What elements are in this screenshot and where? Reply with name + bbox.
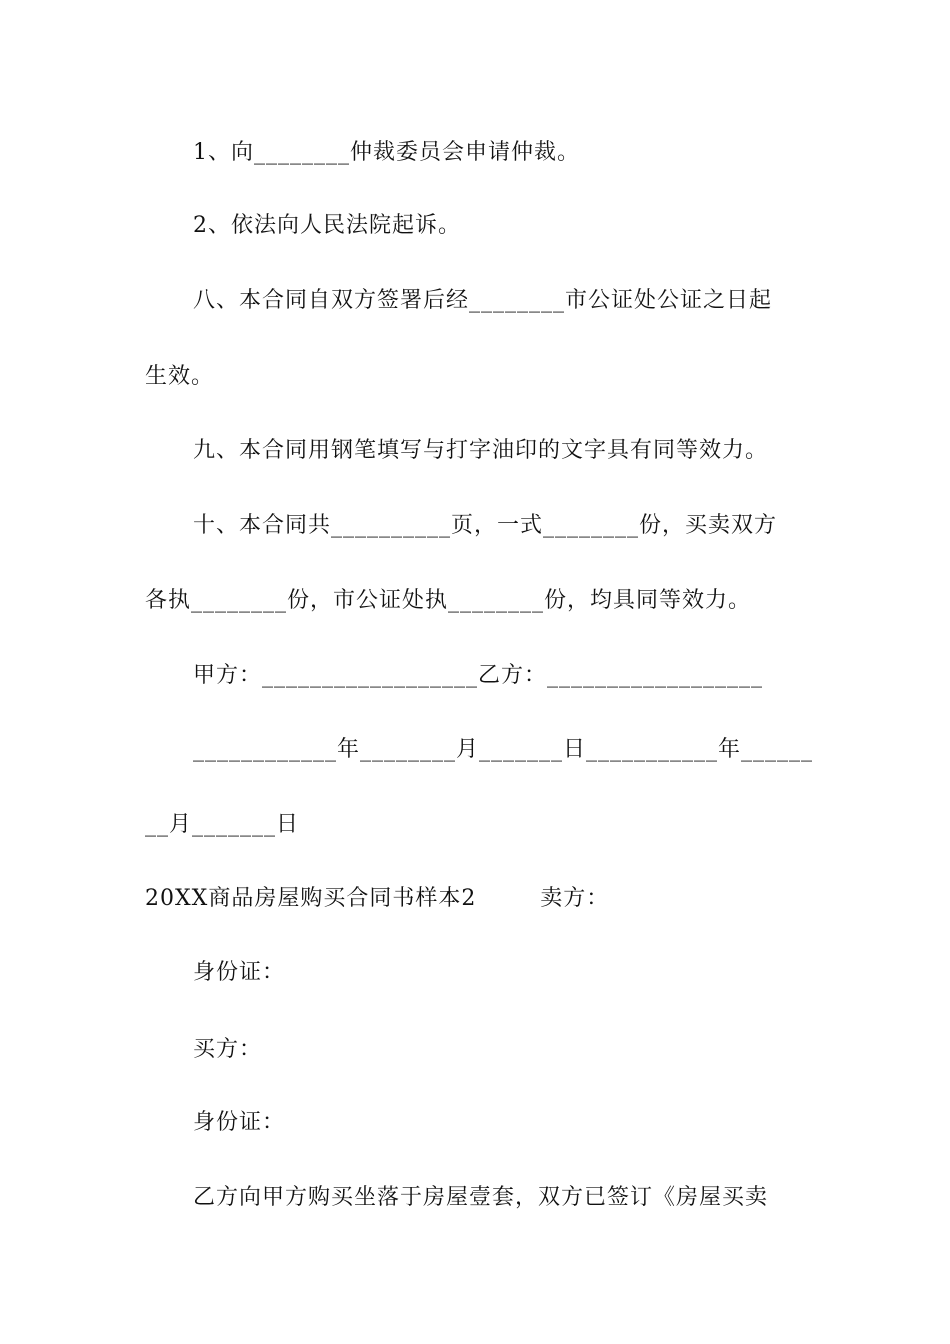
signature-dates: ____________年________月_______日___________年______ — [193, 737, 814, 762]
clause-ten: 十、本合同共__________页，一式________份，买卖双方 — [193, 513, 778, 538]
signature-parties: 甲方：__________________乙方：__________________ — [193, 663, 764, 688]
signature-dates-continued: __月_______日 — [145, 812, 300, 837]
sample-heading: 20XX商品房屋购买合同书样本2 卖方： — [145, 886, 610, 911]
clause-arbitration: 1、向________仲裁委员会申请仲裁。 — [193, 140, 580, 165]
clause-eight-continued: 生效。 — [145, 364, 215, 389]
buyer-id-label: 身份证： — [193, 1110, 286, 1135]
seller-id-label: 身份证： — [193, 960, 286, 985]
clause-ten-continued: 各执________份，市公证处执________份，均具同等效力。 — [145, 588, 752, 613]
clause-eight-effective: 八、本合同自双方签署后经________市公证处公证之日起 — [193, 288, 773, 313]
purchase-paragraph: 乙方向甲方购买坐落于房屋壹套，双方已签订《房屋买卖 — [193, 1185, 769, 1210]
buyer-label: 买方： — [193, 1037, 263, 1062]
clause-nine: 九、本合同用钢笔填写与打字油印的文字具有同等效力。 — [193, 438, 769, 463]
clause-lawsuit: 2、依法向人民法院起诉。 — [193, 213, 461, 238]
